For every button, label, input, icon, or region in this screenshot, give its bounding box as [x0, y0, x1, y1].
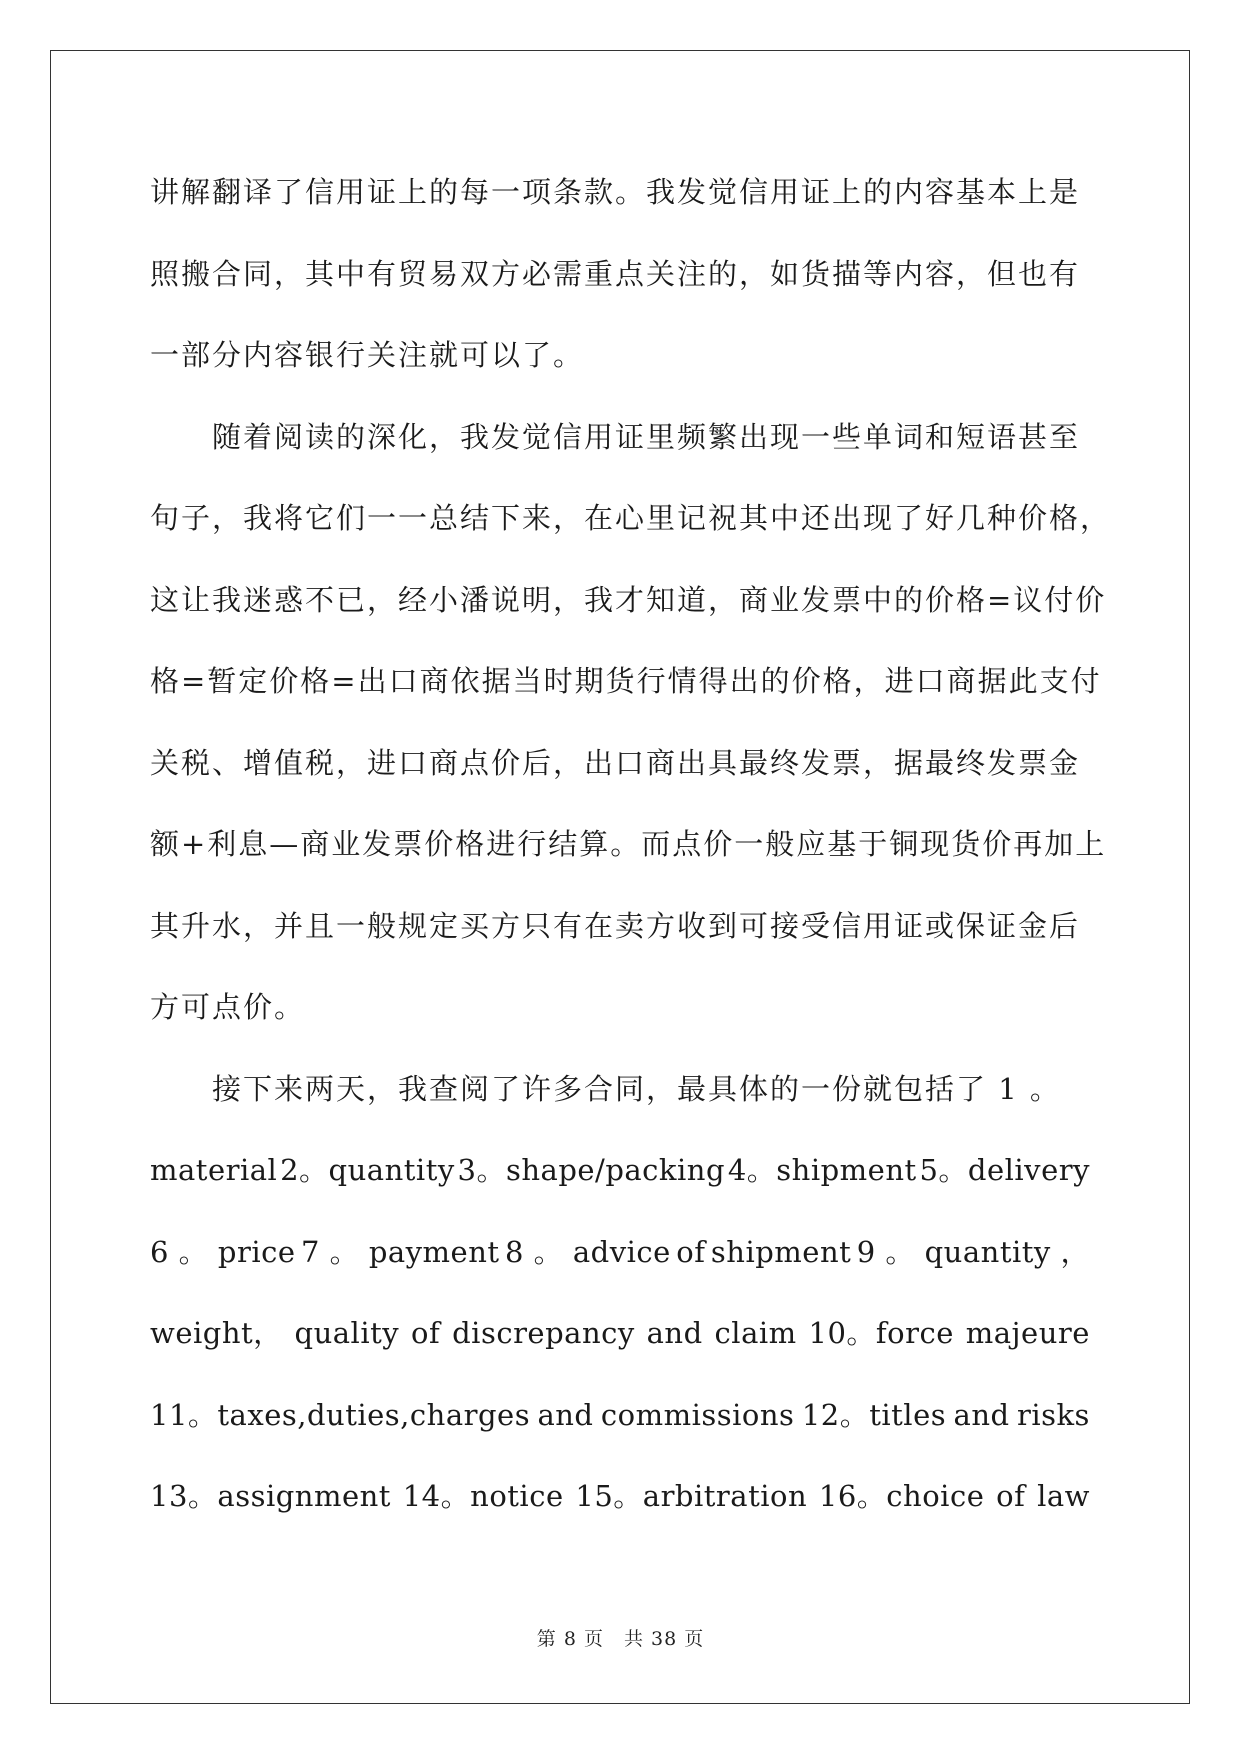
english-word: law [1037, 1479, 1090, 1513]
text-line: 讲解翻译了信用证上的每一项条款。我发觉信用证上的内容基本上是 [150, 175, 1081, 209]
paragraph-1 [150, 152, 1090, 397]
english-word: 16。choice [818, 1479, 985, 1513]
english-line [150, 1293, 1090, 1375]
english-word: of [996, 1479, 1026, 1513]
english-word: and [646, 1316, 703, 1350]
english-word: 12。titles [801, 1397, 947, 1432]
english-word: claim [714, 1316, 797, 1350]
text-line: 一部分内容银行关注就可以了。 [150, 338, 585, 372]
paragraph-2 [150, 397, 1112, 1049]
document-body [150, 152, 1112, 1538]
english-word: discrepancy [452, 1316, 635, 1350]
english-word: quality [294, 1316, 400, 1350]
english-word: 3。shape/packing [457, 1153, 726, 1187]
text-line: 接下来两天，我查阅了许多合同，最具体的一份就包括了 1 。 [212, 1071, 1061, 1106]
text-line: 随着阅读的深化，我发觉信用证里频繁出现一些单词和短语甚至 [212, 419, 1081, 454]
english-list [150, 1130, 1090, 1538]
text-line: 方可点价。 [150, 990, 306, 1024]
text-line: 格=暂定价格=出口商依据当时期货行情得出的价格，进口商据此支付 [150, 664, 1102, 698]
english-word: weight， [150, 1316, 283, 1350]
english-word: shipment [710, 1234, 852, 1269]
english-word: 15。arbitration [575, 1479, 808, 1513]
english-word: and [953, 1397, 1010, 1432]
english-word: 7 。 payment [300, 1234, 500, 1269]
english-word: 6 。 price [150, 1234, 296, 1269]
paragraph-3 [150, 1049, 1090, 1131]
english-word: 11。taxes,duties,charges [150, 1397, 531, 1432]
text-line: 句子，我将它们一一总结下来，在心里记祝其中还出现了好几种价格， [150, 501, 1112, 535]
english-line [150, 1130, 1090, 1212]
text-line: 这让我迷惑不已，经小潘说明，我才知道，商业发票中的价格=议付价 [150, 582, 1107, 617]
english-word: of [676, 1234, 706, 1269]
text-line: 关税、增值税，进口商点价后，出口商出具最终发票，据最终发票金 [150, 745, 1081, 780]
english-word: 14。notice [402, 1479, 564, 1513]
english-word: and [537, 1397, 594, 1432]
page-footer: 第 8 页 共 38 页 [536, 1628, 705, 1650]
english-word: 10。force [808, 1316, 954, 1350]
english-word: 13。assignment [150, 1479, 391, 1513]
text-line: 额+利息—商业发票价格进行结算。而点价一般应基于铜现货价再加上 [150, 827, 1107, 861]
english-line [150, 1375, 1090, 1457]
text-line: 照搬合同，其中有贸易双方必需重点关注的，如货描等内容，但也有 [150, 256, 1081, 291]
english-line [150, 1212, 1090, 1294]
english-word: commissions [600, 1397, 795, 1432]
english-word: 4。shipment [727, 1153, 917, 1187]
english-word: 9 。 quantity ， [856, 1234, 1090, 1269]
english-word: risks [1016, 1397, 1090, 1432]
english-word: material [150, 1153, 278, 1187]
english-line [150, 1456, 1090, 1538]
english-word: 8 。 advice [505, 1234, 671, 1269]
english-word: of [411, 1316, 441, 1350]
english-word: 5。delivery [919, 1153, 1090, 1187]
text-line: 其升水，并且一般规定买方只有在卖方收到可接受信用证或保证金后 [150, 908, 1081, 943]
english-word: 2。quantity [280, 1153, 455, 1187]
english-word: majeure [965, 1316, 1090, 1350]
